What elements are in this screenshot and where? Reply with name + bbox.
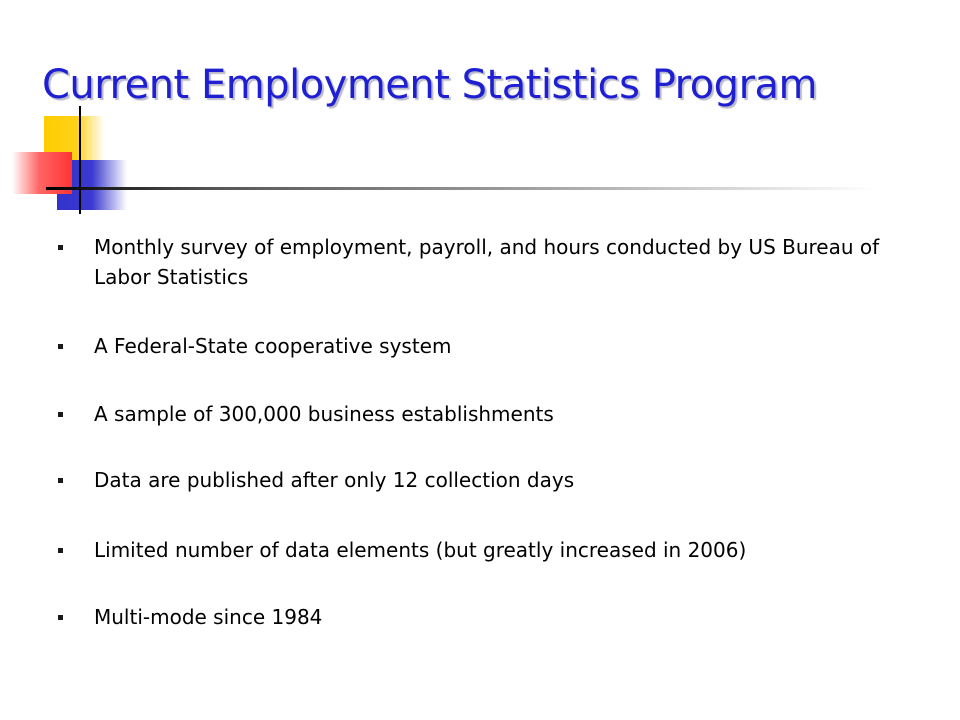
title-underline-divider (46, 187, 876, 190)
square-bullet-icon (58, 245, 63, 250)
bullet-text: A sample of 300,000 business establishments (94, 402, 554, 426)
bullet-text: Data are published after only 12 collection days (94, 468, 575, 492)
square-bullet-icon (58, 615, 63, 620)
bullet-text: A Federal-State cooperative system (94, 334, 452, 358)
square-bullet-icon (58, 548, 63, 553)
bullet-text: Multi-mode since 1984 (94, 605, 323, 629)
square-bullet-icon (58, 478, 63, 483)
square-bullet-icon (58, 412, 63, 417)
slide-title: Current Employment Statistics Program (42, 62, 817, 108)
bullet-text: Limited number of data elements (but greatly increased in 2006) (94, 538, 747, 562)
decorative-vertical-line (79, 106, 81, 214)
bullet-text: Monthly survey of employment, payroll, and hours conducted by US Bureau of Labor Statistics (94, 235, 880, 289)
square-bullet-icon (58, 344, 63, 349)
